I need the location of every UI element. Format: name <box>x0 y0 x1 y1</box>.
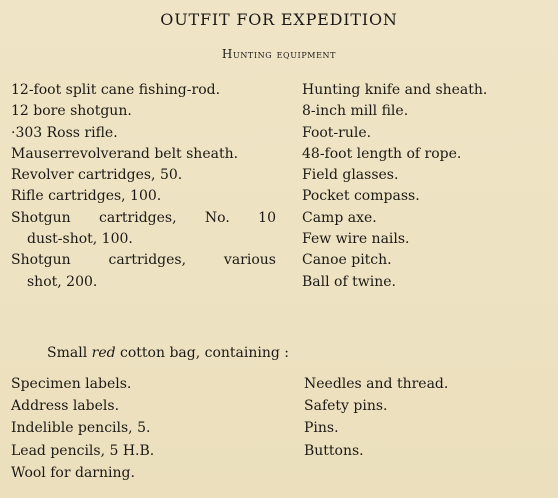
list-item: ·303 Ross rifle. <box>11 124 118 141</box>
bag-list-right <box>304 373 544 462</box>
list-item: Ball of twine. <box>302 273 396 290</box>
list-item: Few wire nails. <box>302 231 410 248</box>
list-item: Field glasses. <box>302 167 399 184</box>
word: 10 <box>258 209 276 226</box>
list-item-shotgun-no10 <box>11 208 276 251</box>
hunting-list-left <box>11 80 276 293</box>
bag-list-left <box>11 373 281 484</box>
word: Shotgun <box>11 209 71 226</box>
list-item: Buttons. <box>304 442 364 459</box>
hunting-list-right <box>302 80 542 293</box>
list-item: Indelible pencils, 5. <box>11 420 151 437</box>
continuation-line: dust-shot, 100. <box>27 231 133 248</box>
justified-line <box>11 250 276 271</box>
list-item: Pins. <box>304 420 339 437</box>
list-item: Wool for darning. <box>11 464 135 481</box>
list-item: Needles and thread. <box>304 376 449 392</box>
word: cartridges, <box>108 252 187 269</box>
list-item: Specimen labels. <box>11 376 132 392</box>
justified-line <box>11 208 276 229</box>
list-item: Hunting knife and sheath. <box>302 82 488 98</box>
list-item: 12-foot split cane fishing-rod. <box>11 82 221 98</box>
list-item: Foot-rule. <box>302 124 372 141</box>
list-item: Revolver cartridges, 50. <box>11 167 183 184</box>
list-item: 12 bore shotgun. <box>11 103 132 120</box>
word: cartridges, <box>99 209 177 226</box>
list-item: 8-inch mill file. <box>302 103 409 120</box>
intro-emphasis: red <box>91 345 116 361</box>
list-item: 48-foot length of rope. <box>302 145 462 162</box>
list-item-shotgun-various <box>11 250 276 293</box>
word: various <box>223 252 276 269</box>
page-title: OUTFIT FOR EXPEDITION <box>160 10 398 29</box>
intro-text: Small <box>47 345 88 361</box>
section-subtitle: Hunting equipment <box>221 47 337 61</box>
word: No. <box>204 209 230 226</box>
list-item: Pocket compass. <box>302 188 420 205</box>
list-item: Safety pins. <box>304 398 388 415</box>
word: Shotgun <box>11 252 71 269</box>
intro-text: cotton bag, containing : <box>120 345 289 361</box>
list-item: Canoe pitch. <box>302 252 392 269</box>
list-item: Camp axe. <box>302 209 377 226</box>
list-item: Lead pencils, 5 H.B. <box>11 442 155 459</box>
list-item: Mauserrevolverand belt sheath. <box>11 145 239 162</box>
bag-intro <box>47 345 289 361</box>
list-item: Address labels. <box>11 398 120 415</box>
continuation-line: shot, 200. <box>27 273 98 290</box>
list-item: Rifle cartridges, 100. <box>11 188 162 205</box>
